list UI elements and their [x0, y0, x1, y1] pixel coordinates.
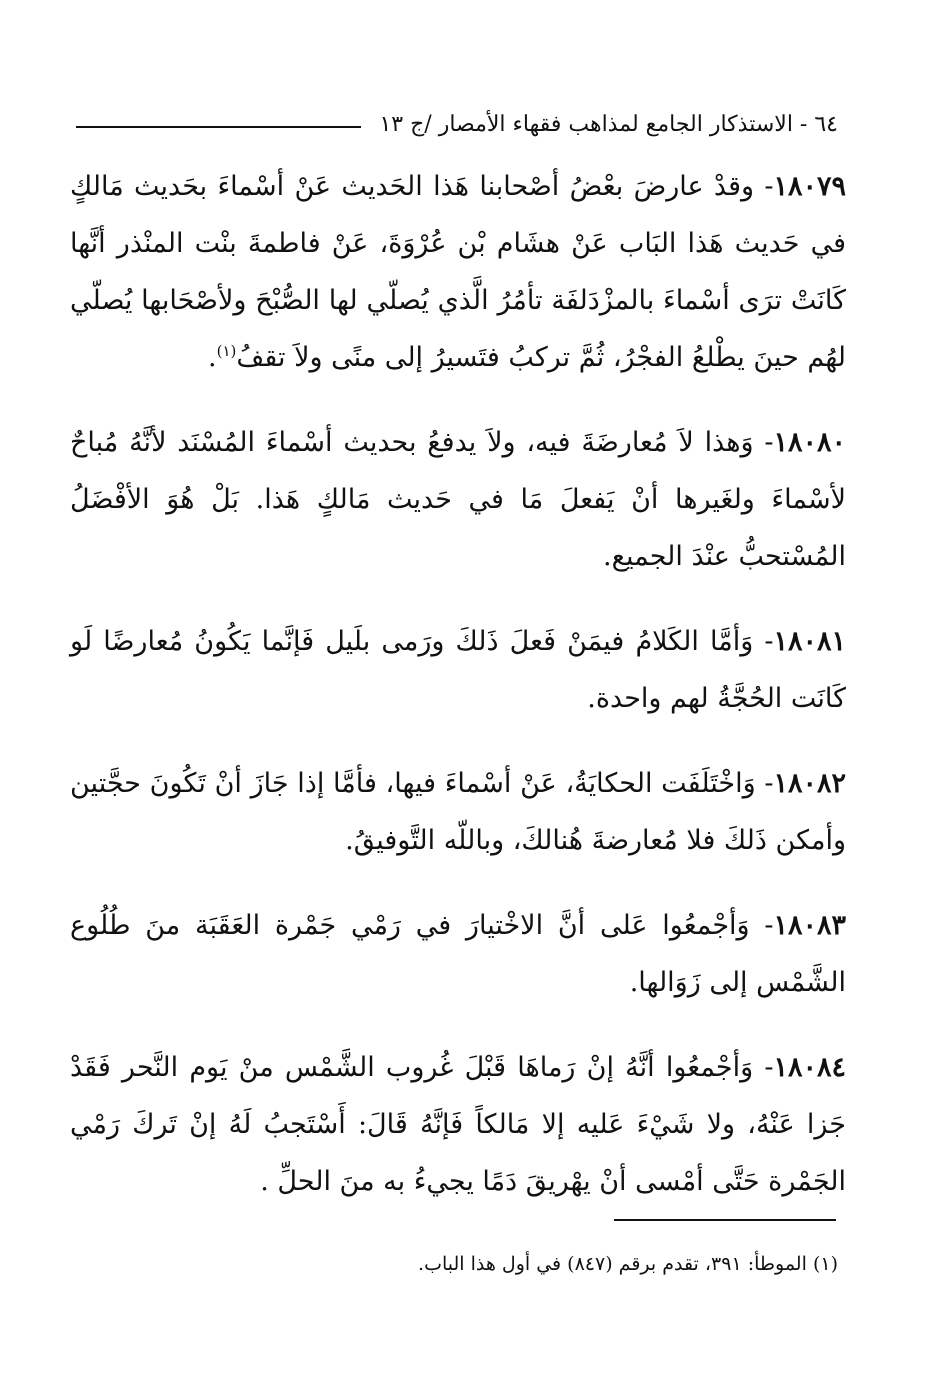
footnote-1	[300, 1250, 838, 1278]
paragraph-number: ١٨٠٨٢	[773, 768, 846, 799]
paragraph-18082	[70, 755, 846, 869]
footnote-text: الموطأ: ٣٩١، تقدم برقم (٨٤٧) في أول هذا الباب.	[418, 1253, 807, 1275]
paragraph-text: - وَأجْمعُوا أنَّهُ إنْ رَماهَا قَبْلَ غُروب الشَّمْس منْ يَوم النَّحر فَقَدْ جَزا عَنْهُ، ولا شَيْءَ عَليه إلا مَالكاً فَإنَّهُ قَالَ: أَسْتَجبُ لَهُ إنْ تَركَ رَمْي الجَمْرة حَتَّى أمْسى أنْ يهْريقَ دَمًا يجيءُ به منَ الحلِّ .	[70, 1052, 846, 1197]
paragraph-number: ١٨٠٨٠	[773, 427, 846, 458]
footnote-marker: (١)	[812, 1253, 838, 1275]
paragraph-18084	[70, 1039, 846, 1210]
paragraph-number: ١٨٠٨٤	[773, 1052, 846, 1083]
main-text	[70, 158, 846, 1238]
paragraph-18079	[70, 158, 846, 386]
running-title: ٦٤ - الاستذكار الجامع لمذاهب فقهاء الأمصار /ج ١٣	[379, 111, 838, 137]
paragraph-number: ١٨٠٨١	[773, 626, 846, 657]
paragraph-text: - وَأمَّا الكَلامُ فيمَنْ فَعلَ ذَلكَ ورَمى بلَيل فَإنَّما يَكُونُ مُعارضًا لَو كَانَت الحُجَّةُ لهم واحدة.	[70, 626, 846, 714]
paragraph-tail: .	[208, 342, 217, 373]
paragraph-text: - وَهذا لاَ مُعارضَةَ فيه، ولاَ يدفعُ بحديث أسْماءَ المُسْنَد لأنَّهُ مُباحٌ لأسْماءَ ولغَيرها أنْ يَفعلَ مَا في حَديث مَالكٍ هَذا. بَلْ هُوَ الأفْضَلُ المُسْتحبُّ عنْدَ الجميع.	[70, 427, 846, 572]
paragraph-text: - وقدْ عارضَ بعْضُ أصْحابنا هَذا الحَديث عَنْ أسْماءَ بحَديث مَالكٍ في حَديث هَذا البَاب عَنْ هشَام بْن عُرْوَةَ، عَنْ فاطمةَ بنْت المنْذر أنَّها كَانَتْ ترَى أسْماءَ بالمزْدَلفَة تأمُرُ الَّذي يُصلّي لها الصُّبْحَ ولأصْحَابها يُصلّي لهُم حينَ يطْلعُ الفجْرُ، ثُمَّ تركبُ فتَسيرُ إلى منًى ولاَ تقفُ	[70, 171, 846, 373]
paragraph-text: - وَاخْتَلَفَت الحكايَةُ، عَنْ أسْماءَ فيها، فأمَّا إذا جَازَ أنْ تَكُونَ حجَّتين وأمكن ذَلكَ فلا مُعارضةَ هُنالكَ، وباللّه التَّوفيقُ.	[70, 768, 846, 856]
paragraph-18083	[70, 897, 846, 1011]
footnote-reference[interactable]: (١)	[216, 342, 237, 360]
footnote-divider	[614, 1219, 836, 1221]
paragraph-18080	[70, 414, 846, 585]
paragraph-number: ١٨٠٨٣	[773, 910, 846, 941]
paragraph-text: - وَأجْمعُوا عَلى أنَّ الاخْتيارَ في رَمْي جَمْرة العَقَبَة منَ طُلُوع الشَّمْس إلى زَوَالها.	[70, 910, 846, 998]
paragraph-18081	[70, 613, 846, 727]
header-rule	[76, 126, 361, 128]
running-head	[76, 104, 838, 144]
paragraph-number: ١٨٠٧٩	[773, 171, 846, 202]
